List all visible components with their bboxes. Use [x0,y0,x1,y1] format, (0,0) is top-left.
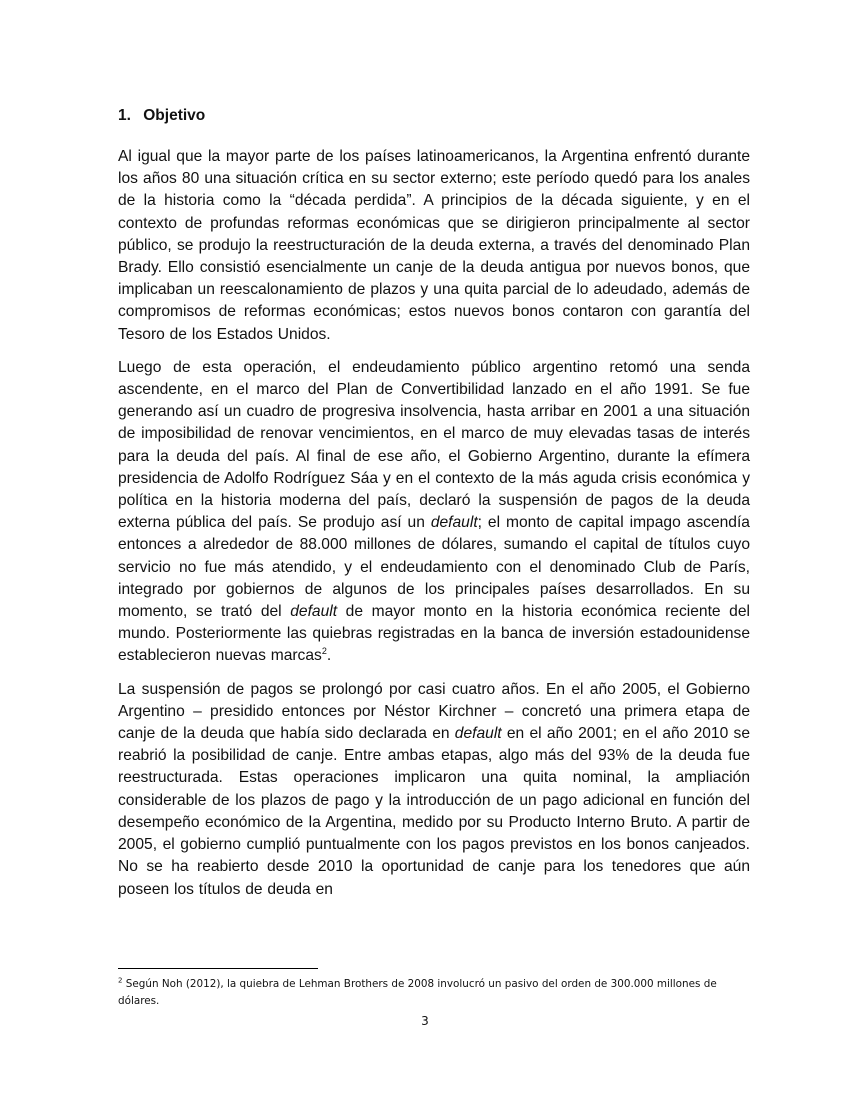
footnote-reference[interactable]: 2 [321,646,327,657]
footnote-separator [118,968,318,969]
section-heading [118,104,750,128]
footnote-text: Según Noh (2012), la quiebra de Lehman Brothers de 2008 involucró un pasivo del orden de 300.000 millones de dólares. [118,978,717,1007]
paragraph-2-emphasis-1: default [430,514,478,532]
paragraph-2-emphasis-2: default [290,603,338,621]
paragraph-3 [118,679,750,901]
paragraph-1: Al igual que la mayor parte de los países latinoamericanos, la Argentina enfrentó durante los años 80 una situación crítica en su sector externo; este período quedó para los anales de la historia como la “década perdida”. A principios de la década siguiente, y en el contexto de profundas reformas económicas que se dirigieron principalmente al sector público, se produjo la reestructuración de la deuda externa, a través del denominado Plan Brady. Ello consistió esencialmente un canje de la deuda antigua por nuevos bonos, que implicaban un reescalonamiento de plazos y una quita parcial de lo adeudado, además de compromisos de reformas económicas; estos nuevos bonos contaron con garantía del Tesoro de los Estados Unidos. [118,148,750,343]
paragraph-2-text-c: de mayor monto en la historia económica reciente del mundo. Posteriormente las quiebras registradas en la banca de inversión estadounidense establecieron nuevas marcas [118,603,750,665]
footnote-marker: 2 [118,976,123,985]
section-title: Objetivo [143,107,206,124]
paragraph-3-text-a: La suspensión de pagos se prolongó por casi cuatro años. En el año 2005, el Gobierno Argentino – presidido entonces por Néstor Kirchner – concretó una primera etapa de canje de la deuda que había sido declarada en [118,680,750,743]
paragraph-2-text-b: ; el monto de capital impago ascendía entonces a alrededor de 88.000 millones de dólares, sumando el capital de títulos cuyo servicio no fue más atendido, y el endeudamiento con el denominado Club de París, integrado por gobiernos de algunos de los principales países desarrollados. En su momento, se trató del [118,514,750,621]
paragraph-2-end: . [326,647,332,665]
paragraph-2 [118,357,750,668]
document-body [118,104,750,912]
footnote [118,976,750,1010]
page-number: 3 [421,1014,429,1028]
paragraph-3-emphasis: default [454,725,502,743]
paragraph-2-text-a: Luego de esta operación, el endeudamiento público argentino retomó una senda ascendente, en el marco del Plan de Convertibilidad lanzado en el año 1991. Se fue generando así un cuadro de progresiva insolvencia, hasta arribar en 2001 a una situación de imposibilidad de renovar vencimientos, en el marco de muy elevadas tasas de interés para la deuda del país. Al final de ese año, el Gobierno Argentino, durante la efímera presidencia de Adolfo Rodríguez Sáa y en el contexto de la más aguda crisis económica y política en la historia moderna del país, declaró la suspensión de pagos de la deuda externa pública del país. Se produjo así un [118,358,750,532]
paragraph-3-text-b: en el año 2001; en el año 2010 se reabrió la posibilidad de canje. Entre ambas etapas, algo más del 93% de la deuda fue reestructurada. Estas operaciones implicaron una quita nominal, la ampliación considerable de los plazos de pago y la introducción de un pago adicional en función del desempeño económico de la Argentina, medido por su Producto Interno Bruto. A partir de 2005, el gobierno cumplió puntualmente con los pagos previstos en los bonos canjeados. No se ha reabierto desde 2010 la oportunidad de canje para los tenedores que aún poseen los títulos de deuda en [118,725,750,898]
section-number: 1. [118,107,131,124]
